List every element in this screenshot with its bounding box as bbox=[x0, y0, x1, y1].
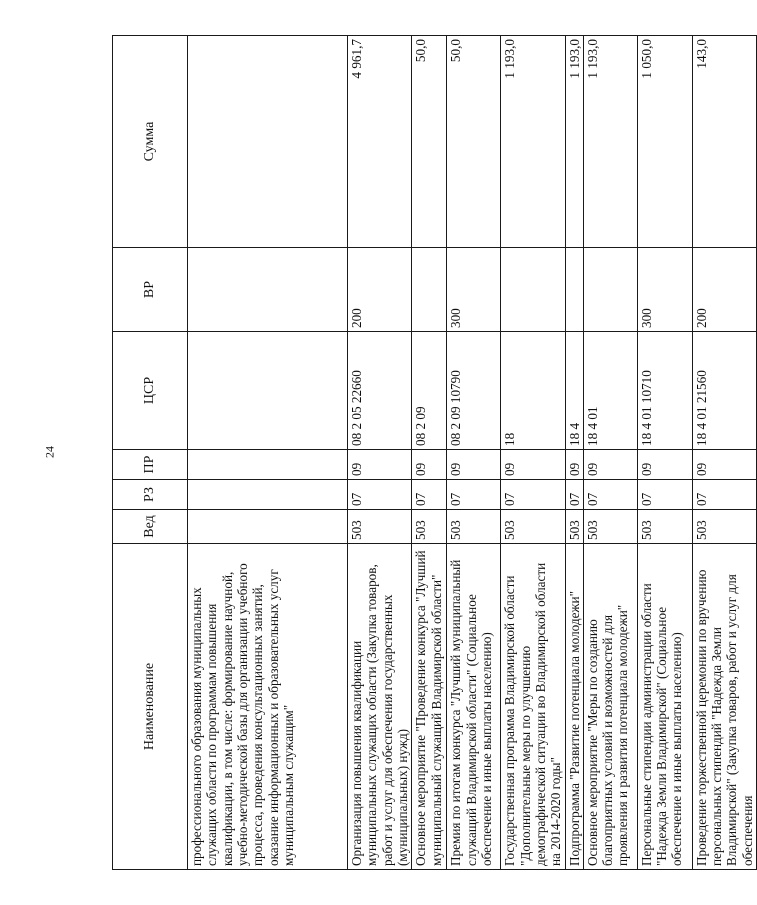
table-row bbox=[692, 36, 756, 870]
row-rz: 07 bbox=[637, 480, 692, 510]
header-pr: ПР bbox=[113, 450, 188, 480]
row-rz: 07 bbox=[583, 480, 637, 510]
row-sum: 4 961,7 bbox=[348, 36, 412, 248]
row-pr: 09 bbox=[412, 450, 447, 480]
row-sum bbox=[188, 36, 348, 248]
row-vr bbox=[501, 248, 565, 332]
row-rz: 07 bbox=[447, 480, 501, 510]
table-row bbox=[188, 36, 348, 870]
row-csr: 08 2 09 10790 bbox=[447, 332, 501, 450]
row-csr: 18 4 01 21560 bbox=[692, 332, 756, 450]
row-rz: 07 bbox=[501, 480, 565, 510]
row-name: Проведение торжественной церемонии по вручению персональных стипендий "Надежда Земли Владимирской" (Закупка товаров, работ и услуг для обеспечения bbox=[692, 544, 756, 870]
row-vr: 300 bbox=[447, 248, 501, 332]
row-sum: 1 050,0 bbox=[637, 36, 692, 248]
row-ved: 503 bbox=[637, 510, 692, 544]
row-ved: 503 bbox=[447, 510, 501, 544]
row-sum: 50,0 bbox=[412, 36, 447, 248]
row-ved bbox=[188, 510, 348, 544]
row-ved: 503 bbox=[565, 510, 583, 544]
row-rz: 07 bbox=[348, 480, 412, 510]
header-ved: Вед bbox=[113, 510, 188, 544]
table-row bbox=[348, 36, 412, 870]
row-pr: 09 bbox=[501, 450, 565, 480]
row-ved: 503 bbox=[692, 510, 756, 544]
row-ved: 503 bbox=[412, 510, 447, 544]
row-vr bbox=[188, 248, 348, 332]
row-sum: 1 193,0 bbox=[583, 36, 637, 248]
row-vr: 200 bbox=[348, 248, 412, 332]
page-number: 24 bbox=[42, 446, 57, 458]
row-csr: 18 4 bbox=[565, 332, 583, 450]
row-rz: 07 bbox=[412, 480, 447, 510]
row-vr: 200 bbox=[692, 248, 756, 332]
row-csr: 18 bbox=[501, 332, 565, 450]
row-csr: 08 2 09 bbox=[412, 332, 447, 450]
header-csr: ЦСР bbox=[113, 332, 188, 450]
row-rz bbox=[188, 480, 348, 510]
row-name: Организация повышения квалификации муниципальных служащих области (Закупка товаров, работ и услуг для обеспечения государственных (муниципальных) нужд) bbox=[348, 544, 412, 870]
row-ved: 503 bbox=[501, 510, 565, 544]
row-ved: 503 bbox=[583, 510, 637, 544]
header-sum: Сумма bbox=[113, 36, 188, 248]
row-pr: 09 bbox=[565, 450, 583, 480]
row-pr: 09 bbox=[447, 450, 501, 480]
row-csr: 08 2 05 22660 bbox=[348, 332, 412, 450]
row-name: профессионального образования муниципальных служащих области по программам повышения квалификации, в том числе: формирование научной, учебно-методической базы для организации учебного процесса, проведения консультационных занятий, оказание информационных и образовательных услуг муниципальным служащим" bbox=[188, 544, 348, 870]
row-name: Подпрограмма "Развитие потенциала молодежи" bbox=[565, 544, 583, 870]
row-csr: 18 4 01 10710 bbox=[637, 332, 692, 450]
row-vr bbox=[583, 248, 637, 332]
header-name: Наименование bbox=[113, 544, 188, 870]
row-name: Основное мероприятие "Меры по созданию благоприятных условий и возможностей для проявления и развития потенциала молодежи" bbox=[583, 544, 637, 870]
row-rz: 07 bbox=[565, 480, 583, 510]
row-vr: 300 bbox=[637, 248, 692, 332]
row-csr bbox=[188, 332, 348, 450]
row-name: Государственная программа Владимирской области "Дополнительные меры по улучшению демографической ситуации во Владимирской области на 2014-2020 годы" bbox=[501, 544, 565, 870]
row-pr: 09 bbox=[348, 450, 412, 480]
row-name: Премия по итогам конкурса "Лучший муниципальный служащий Владимирской области" (Социальное обеспечение и иные выплаты населению) bbox=[447, 544, 501, 870]
row-pr: 09 bbox=[583, 450, 637, 480]
row-pr bbox=[188, 450, 348, 480]
table-row bbox=[637, 36, 692, 870]
row-name: Основное мероприятие "Проведение конкурса "Лучший муниципальный служащий Владимирской области" bbox=[412, 544, 447, 870]
budget-table-container bbox=[112, 36, 755, 870]
row-sum: 50,0 bbox=[447, 36, 501, 248]
row-pr: 09 bbox=[637, 450, 692, 480]
header-rz: РЗ bbox=[113, 480, 188, 510]
row-sum: 1 193,0 bbox=[565, 36, 583, 248]
row-pr: 09 bbox=[692, 450, 756, 480]
row-name: Персональные стипендии администрации области "Надежда Земли Владимирской" (Социальное обеспечение и иные выплаты населению) bbox=[637, 544, 692, 870]
row-csr: 18 4 01 bbox=[583, 332, 637, 450]
table-row bbox=[412, 36, 447, 870]
row-rz: 07 bbox=[692, 480, 756, 510]
row-sum: 1 193,0 bbox=[501, 36, 565, 248]
table-row bbox=[501, 36, 565, 870]
row-ved: 503 bbox=[348, 510, 412, 544]
table-row bbox=[447, 36, 501, 870]
row-vr bbox=[565, 248, 583, 332]
table-header-row bbox=[113, 36, 188, 870]
row-vr bbox=[412, 248, 447, 332]
budget-table bbox=[112, 35, 757, 870]
table-row bbox=[565, 36, 583, 870]
header-vr: ВР bbox=[113, 248, 188, 332]
table-row bbox=[583, 36, 637, 870]
row-sum: 143,0 bbox=[692, 36, 756, 248]
